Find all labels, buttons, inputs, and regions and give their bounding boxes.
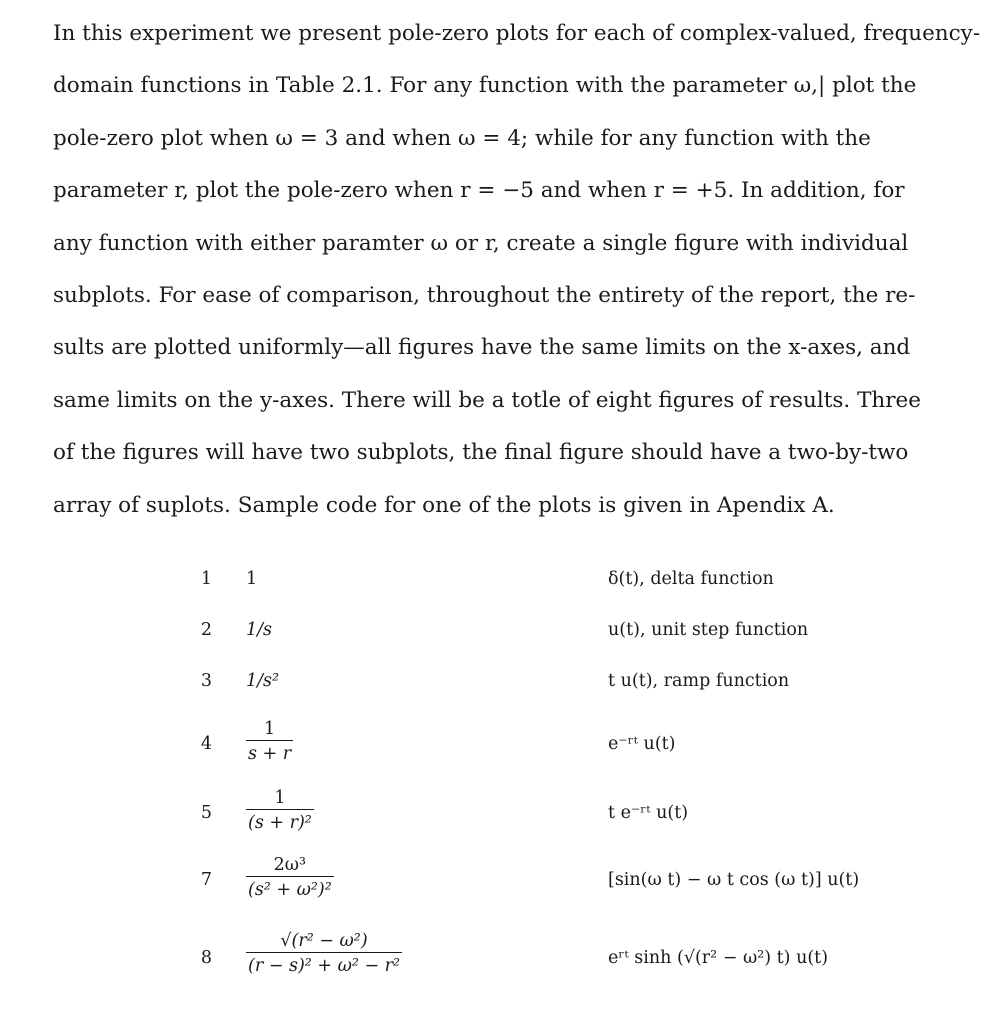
fraction-numerator: 2ω³ [273, 855, 307, 875]
fraction-numerator: √(r² − ω²) [280, 931, 368, 951]
row-number: 7 [200, 870, 212, 890]
paragraph-line: domain functions in Table 2.1. For any function with the parameter ω,| plot the [53, 73, 917, 99]
fraction-denominator: (s² + ω²)² [246, 876, 334, 901]
paragraph-line: any function with either paramter ω or r, create a single figure with individual [53, 230, 909, 256]
fraction-numerator: 1 [274, 788, 286, 808]
transfer-function [246, 930, 402, 977]
fraction [246, 787, 314, 834]
paragraph-line: In this experiment we present pole-zero plots for each of complex-valued, frequency- [53, 21, 981, 46]
row-number: 3 [200, 671, 212, 691]
row-number: 8 [200, 948, 212, 968]
time-domain-function: [sin(ω t) − ω t cos (ω t)] u(t) [608, 870, 860, 890]
time-domain-function: e⁻ʳᵗ u(t) [608, 734, 676, 754]
time-domain-function: δ(t), delta function [608, 569, 774, 589]
row-number: 5 [200, 803, 212, 823]
fraction-denominator: (s + r)² [246, 809, 314, 834]
table-row [0, 854, 991, 914]
paragraph-line: of the figures will have two subplots, the final figure should have a two-by-two [53, 440, 909, 466]
fraction-denominator: s + r [246, 740, 293, 765]
row-number: 1 [200, 569, 212, 589]
paragraph-line: subplots. For ease of comparison, throughout the entirety of the report, the re- [53, 283, 916, 309]
transfer-function: 1/s² [246, 671, 280, 691]
table-row [0, 787, 991, 847]
paragraph-line: same limits on the y-axes. There will be a totle of eight figures of results. Three [53, 387, 921, 413]
fraction [246, 854, 334, 901]
transfer-function: 1/s [246, 620, 273, 640]
row-number: 2 [200, 620, 212, 640]
row-number: 4 [200, 734, 212, 754]
time-domain-function: u(t), unit step function [608, 620, 809, 640]
table-row [0, 930, 991, 990]
fraction-numerator: 1 [264, 719, 276, 739]
time-domain-function: eʳᵗ sinh (√(r² − ω²) t) u(t) [608, 948, 829, 968]
table-row [0, 718, 991, 778]
transfer-function [246, 718, 293, 765]
fraction [246, 930, 402, 977]
intro-paragraph [53, 8, 981, 532]
transfer-function: 1 [246, 569, 258, 589]
time-domain-function: t e⁻ʳᵗ u(t) [608, 803, 689, 823]
fraction [246, 718, 293, 765]
fraction-denominator: (r − s)² + ω² − r² [246, 952, 402, 977]
time-domain-function: t u(t), ramp function [608, 671, 790, 691]
paragraph-line: parameter r, plot the pole-zero when r = −5 and when r = +5. In addition, for [53, 178, 905, 204]
transfer-function [246, 787, 314, 834]
paragraph-line: array of suplots. Sample code for one of the plots is given in Apendix A. [53, 492, 835, 518]
transfer-function [246, 854, 334, 901]
paragraph-line: pole-zero plot when ω = 3 and when ω = 4; while for any function with the [53, 125, 871, 151]
paragraph-line: sults are plotted uniformly—all figures have the same limits on the x-axes, and [53, 335, 911, 361]
